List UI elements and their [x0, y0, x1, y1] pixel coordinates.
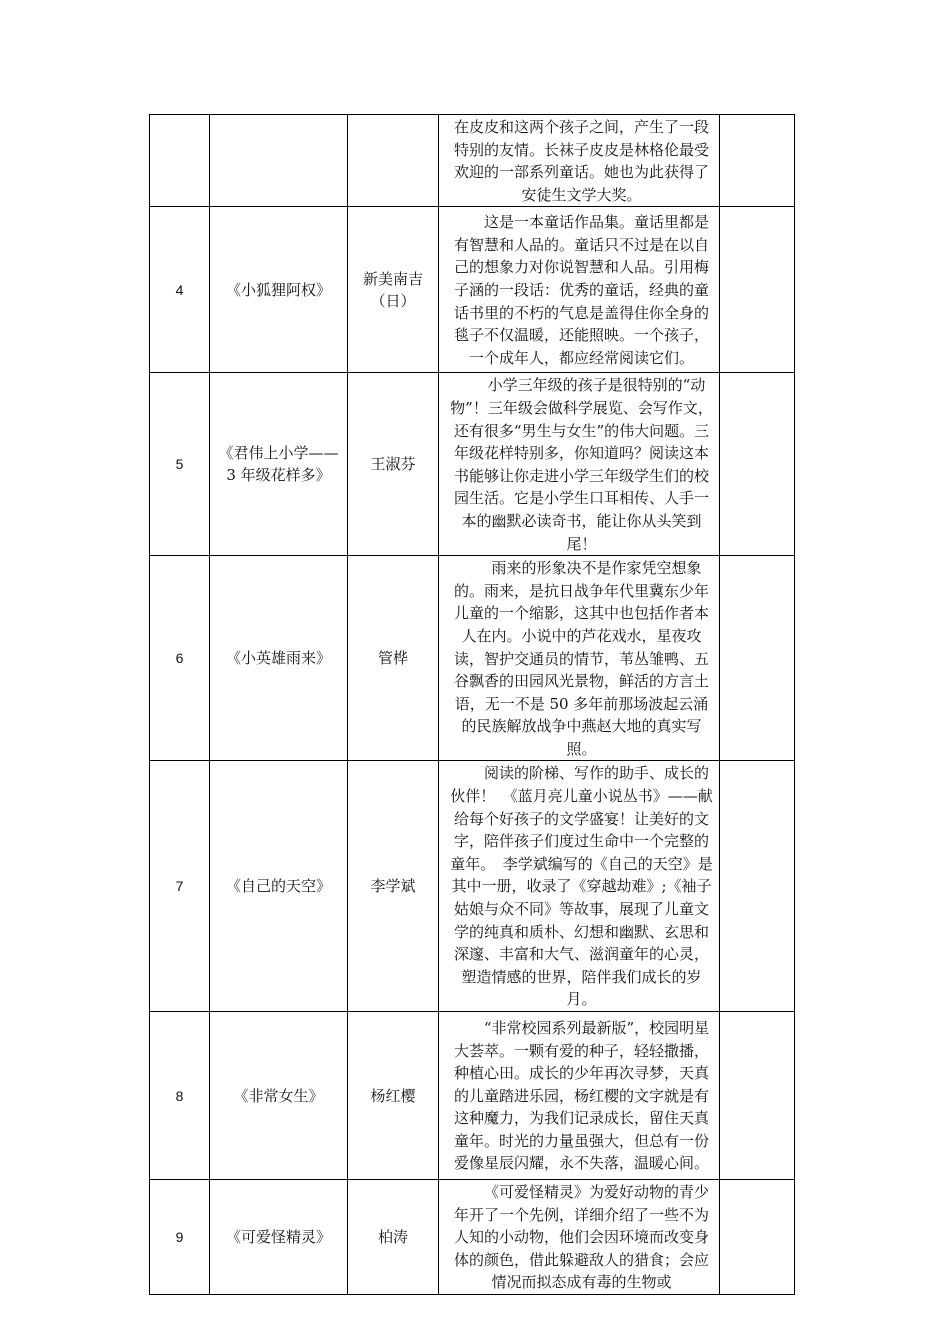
table-row: [150, 373, 795, 556]
table-row: [150, 761, 795, 1012]
row-number: 8: [150, 1012, 210, 1180]
row-number: 6: [150, 556, 210, 761]
book-description: 小学三年级的孩子是很特别的“动物”！三年级会做科学展览、会写作文，还有很多“男生与女生”的伟大问题。三年级花样特别多，你知道吗？阅读这本书能够让你走进小学三年级学生们的校园生活。它是小学生口耳相传、人手一本的幽默必读奇书，能让你从头笑到尾！: [450, 376, 713, 553]
table-row: [150, 207, 795, 373]
book-description: 阅读的阶梯、写作的助手、成长的伙伴！ 《蓝月亮儿童小说丛书》——献给每个好孩子的文学盛宴！让美好的文字，陪伴孩子们度过生命中一个完整的童年。 李学斌编写的《自己的天空》是其中一册，收录了《穿越劫难》;《袖子姑娘与众不同》等故事，展现了儿童文学的纯真和质朴、幻想和幽默、玄思和深邃、丰富和大气、滋润童年的心灵，塑造情感的世界，陪伴我们成长的岁月。: [450, 764, 713, 1009]
book-description: “非常校园系列最新版”，校园明星大荟萃。一颗有爱的种子，轻轻撒播，种植心田。成长的少年再次寻梦，天真的儿童踏进乐园，杨红樱的文字就是有这种魔力，为我们记录成长，留住天真童年。时光的力量虽强大，但总有一份爱像星辰闪耀，永不失落，温暖心间。: [453, 1018, 710, 1173]
book-description: 在皮皮和这两个孩子之间，产生了一段特别的友情。长袜子皮皮是林格伦最受欢迎的一部系列童话。她也为此获得了安徒生文学大奖。: [453, 118, 709, 204]
book-description: 《可爱怪精灵》为爱好动物的青少年开了一个先例，详细介绍了一些不为人知的小动物，他们会因环境而改变身体的颜色，借此躲避敌人的猎食；会应情况而拟态成有毒的生物或: [453, 1183, 709, 1292]
book-author: 杨红樱: [348, 1012, 439, 1180]
book-title-text: 《非常女生》: [233, 1086, 324, 1105]
book-title: [210, 1012, 348, 1180]
book-title: [210, 1180, 348, 1295]
book-title: [210, 207, 348, 373]
remarks-cell: [720, 761, 795, 1012]
book-description-cell: [439, 1180, 720, 1295]
remarks-cell: [720, 556, 795, 761]
row-number: 4: [150, 207, 210, 373]
book-title: [210, 556, 348, 761]
book-description-cell: [439, 556, 720, 761]
table-row: [150, 115, 795, 207]
row-number: 5: [150, 373, 210, 556]
book-description-cell: [439, 115, 720, 207]
row-number: 7: [150, 761, 210, 1012]
book-list-table: [149, 114, 795, 1295]
book-author: 新美南吉（日）: [348, 207, 439, 373]
book-description-cell: [439, 1012, 720, 1180]
row-number: [150, 115, 210, 207]
book-title-text: 《君伟上小学——3 年级花样多》: [218, 444, 339, 485]
book-title-text: 《自己的天空》: [225, 877, 331, 896]
table-row: [150, 1012, 795, 1180]
remarks-cell: [720, 1012, 795, 1180]
book-title: [210, 761, 348, 1012]
book-description: 这是一本童话作品集。童话里都是有智慧和人品的。童话只不过是在以自己的想象力对你说智慧和人品。引用梅子涵的一段话：优秀的童话，经典的童话书里的不朽的气息是盖得住你全身的毯子不仅温暖，还能照映。一个孩子，一个成年人，都应经常阅读它们。: [453, 213, 709, 367]
book-description: 雨来的形象决不是作家凭空想象的。雨来，是抗日战争年代里冀东少年儿童的一个缩影，这其中也包括作者本人在内。小说中的芦花戏水，星夜攻读，智护交通员的情节，苇丛雏鸭、五谷飘香的田园风光景物，鲜活的方言土语，无一不是 50 多年前那场波起云涌的民族解放战争中燕赵大地的真实写照。: [453, 559, 709, 758]
book-title: [210, 373, 348, 556]
book-title: [210, 115, 348, 207]
book-author: 管桦: [348, 556, 439, 761]
table-row: [150, 1180, 795, 1295]
book-author: [348, 115, 439, 207]
remarks-cell: [720, 373, 795, 556]
table-row: [150, 556, 795, 761]
book-description-cell: [439, 761, 720, 1012]
book-title-text: 《小狐狸阿权》: [225, 280, 331, 299]
row-number: 9: [150, 1180, 210, 1295]
book-author: 柏涛: [348, 1180, 439, 1295]
book-author: 李学斌: [348, 761, 439, 1012]
remarks-cell: [720, 115, 795, 207]
remarks-cell: [720, 207, 795, 373]
book-description-cell: [439, 373, 720, 556]
book-title-text: 《小英雄雨来》: [225, 649, 331, 668]
book-title-text: 《可爱怪精灵》: [225, 1227, 331, 1246]
book-description-cell: [439, 207, 720, 373]
book-author: 王淑芬: [348, 373, 439, 556]
remarks-cell: [720, 1180, 795, 1295]
